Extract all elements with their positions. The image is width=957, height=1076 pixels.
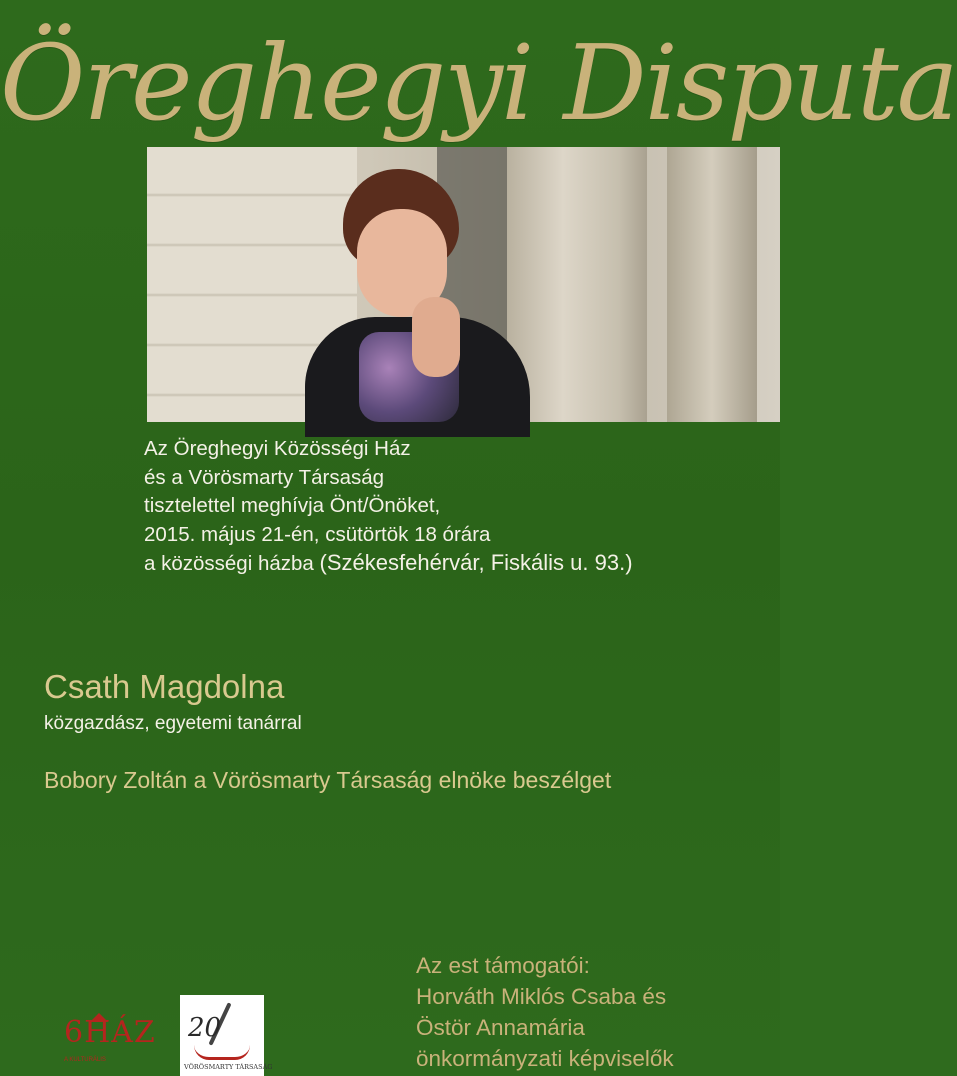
haz-logo-subtitle: A KULTURÁLIS: [64, 1057, 106, 1063]
sponsors-block: [416, 950, 674, 1074]
poster-title: Öreghegyi Disputa: [0, 22, 957, 144]
book-icon: [194, 1045, 250, 1060]
guest-role: közgazdász, egyetemi tanárral: [44, 713, 302, 734]
sponsor-line: Horváth Miklós Csaba és: [416, 984, 667, 1009]
invitation-line: tisztelettel meghívja Önt/Önöket,: [144, 494, 441, 517]
invitation-venue: a közösségi házba: [144, 552, 320, 575]
guest-name: Csath Magdolna: [44, 668, 285, 705]
vorosmarty-tarsasag-logo: [180, 995, 273, 1076]
speaker-photo: [147, 147, 780, 422]
sponsor-line: önkormányzati képviselők: [416, 1046, 674, 1071]
photo-column: [667, 147, 757, 422]
sponsor-line: Östör Annamária: [416, 1015, 585, 1040]
invitation-line: és a Vörösmarty Társaság: [144, 465, 385, 489]
haz-logo: [60, 1013, 160, 1073]
invitation-line: 2015. május 21-én, csütörtök 18 órára: [144, 522, 491, 546]
haz-logo-text: 6HÁZ: [64, 1015, 156, 1050]
logo-monogram: 20: [188, 1013, 222, 1043]
host-line: Bobory Zoltán a Vörösmarty Társaság elnöke beszélget: [44, 767, 612, 793]
invitation-address: (Székesfehérvár, Fiskális u. 93.): [319, 550, 633, 575]
vt-logo-caption: VÖRÖSMARTY TÁRSASÁG: [184, 1063, 273, 1071]
invitation-line: [144, 549, 633, 579]
invitation-text: [144, 435, 633, 579]
sponsors-heading: Az est támogatói:: [416, 953, 590, 978]
invitation-line: Az Öreghegyi Közösségi Ház: [144, 437, 411, 460]
photo-person-hand: [412, 297, 460, 377]
